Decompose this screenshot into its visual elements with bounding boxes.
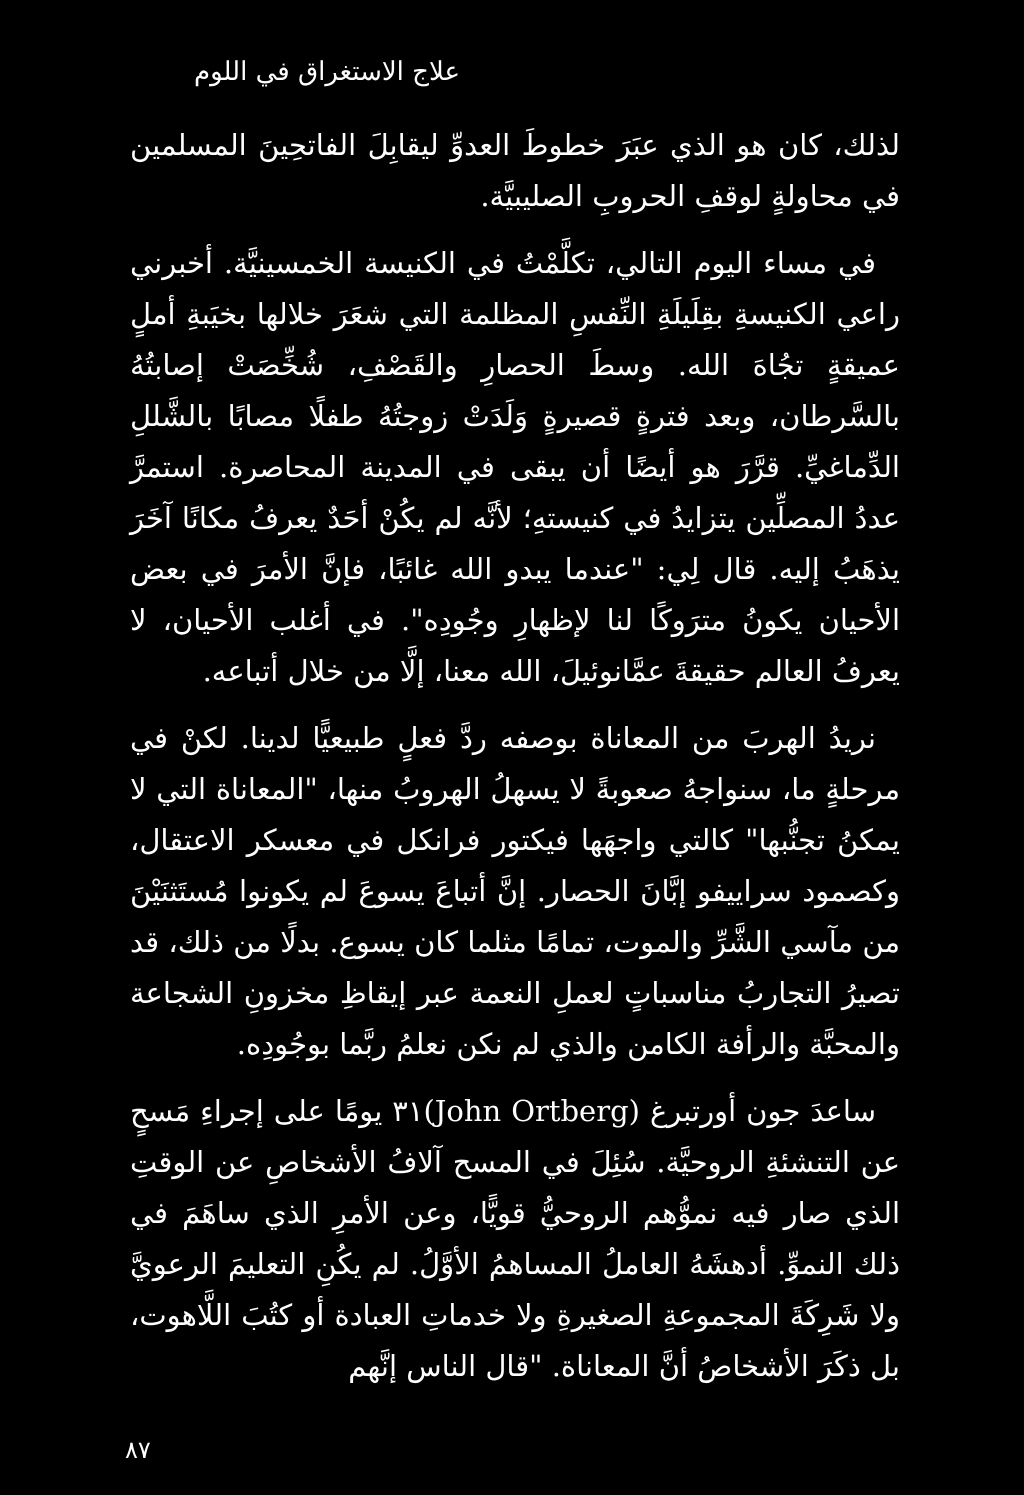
paragraph-1: لذلك، كان هو الذي عبَرَ خطوطَ العدوِّ ليقابِلَ الفاتحِينَ المسلمين في محاولةٍ لوقفِ الحروبِ الصليبيَّة. xyxy=(130,128,900,213)
paragraph-2: في مساء اليوم التالي، تكلَّمْتُ في الكنيسة الخمسينيَّة. أخبرني راعي الكنيسةِ بقِلَيلَةِ النِّفسِ المظلمة التي شعَرَ خلالها بخيَبةِ أملٍ عميقةٍ تجُاهَ الله. وسطَ الحصارِ والقَصْفِ، شُخِّصَتْ إصابتُهُ بالسَّرطان، وبعد فترةٍ قصيرةٍ وَلَدَتْ زوجتُهُ طفلًا مصابًا بالشَّللِ الدِّماغيِّ. قرَّرَ هو أيضًا أن يبقى في المدينة المحاصرة. استمرَّ عددُ المصلِّين يتزايدُ في كنيستهِ؛ لأنَّه لم يكُنْ أحَدٌ يعرفُ مكانًا آخَرَ يذهَبُ إليه. قال لِي: "عندما يبدو الله غائبًا، فإنَّ الأمرَ في بعض الأحيان يكونُ مترَوكًا لنا لإظهارِ وجُودِه". في أغلب الأحيان، لا يعرفُ العالم حقيقةَ عمَّانوئيلَ، الله معنا، إلَّا من خلال أتباعه. xyxy=(130,246,901,688)
running-header: علاج الاستغراق في اللوم xyxy=(194,57,460,87)
paragraph-4: ساعدَ جون أورتبرغ (John Ortberg)٣١ يومًا على إجراءِ مَسحٍ عن التنشئةِ الروحيَّة. سُئِلَ في المسح آلافُ الأشخاصِ عن الوقتِ الذي صار فيه نموُّهم الروحيُّ قويًّا، وعن الأمرِ الذي ساهَمَ في ذلك النموِّ. أدهشَهُ العاملُ المساهمُ الأوَّلُ. لم يكُنِ التعليمَ الرعويَّ ولا شَرِكَةَ المجموعةِ الصغيرةِ ولا خدماتِ العبادة أو كتُبَ اللَّاهوت، بل ذكَرَ الأشخاصُ أنَّ المعاناة. "قال الناس إنَّهم xyxy=(130,1094,900,1383)
page-number: ٨٧ xyxy=(125,1436,151,1464)
paragraph-3: نريدُ الهربَ من المعاناة بوصفه ردَّ فعلٍ طبيعيًّا لدينا. لكنْ في مرحلةٍ ما، سنواجهُ صعوبةً لا يسهلُ الهروبُ منها، "المعاناة التي لا يمكنُ تجنُّبها" كالتي واجهَها فيكتور فرانكل في معسكر الاعتقال، وكصمود سراييفو إبَّانَ الحصار. إنَّ أتباعَ يسوعَ لم يكونوا مُستَثنَيْنَ من مآسي الشَّرِّ والموت، تمامًا مثلما كان يسوع. بدلًا من ذلك، قد تصيرُ التجاربُ مناسباتٍ لعملِ النعمة عبر إيقاظِ مخزونِ الشجاعة والمحبَّة والرأفة الكامن والذي لم نكن نعلمُ ربَّما بوجُودِه. xyxy=(130,721,900,1061)
body-text xyxy=(130,120,900,1392)
